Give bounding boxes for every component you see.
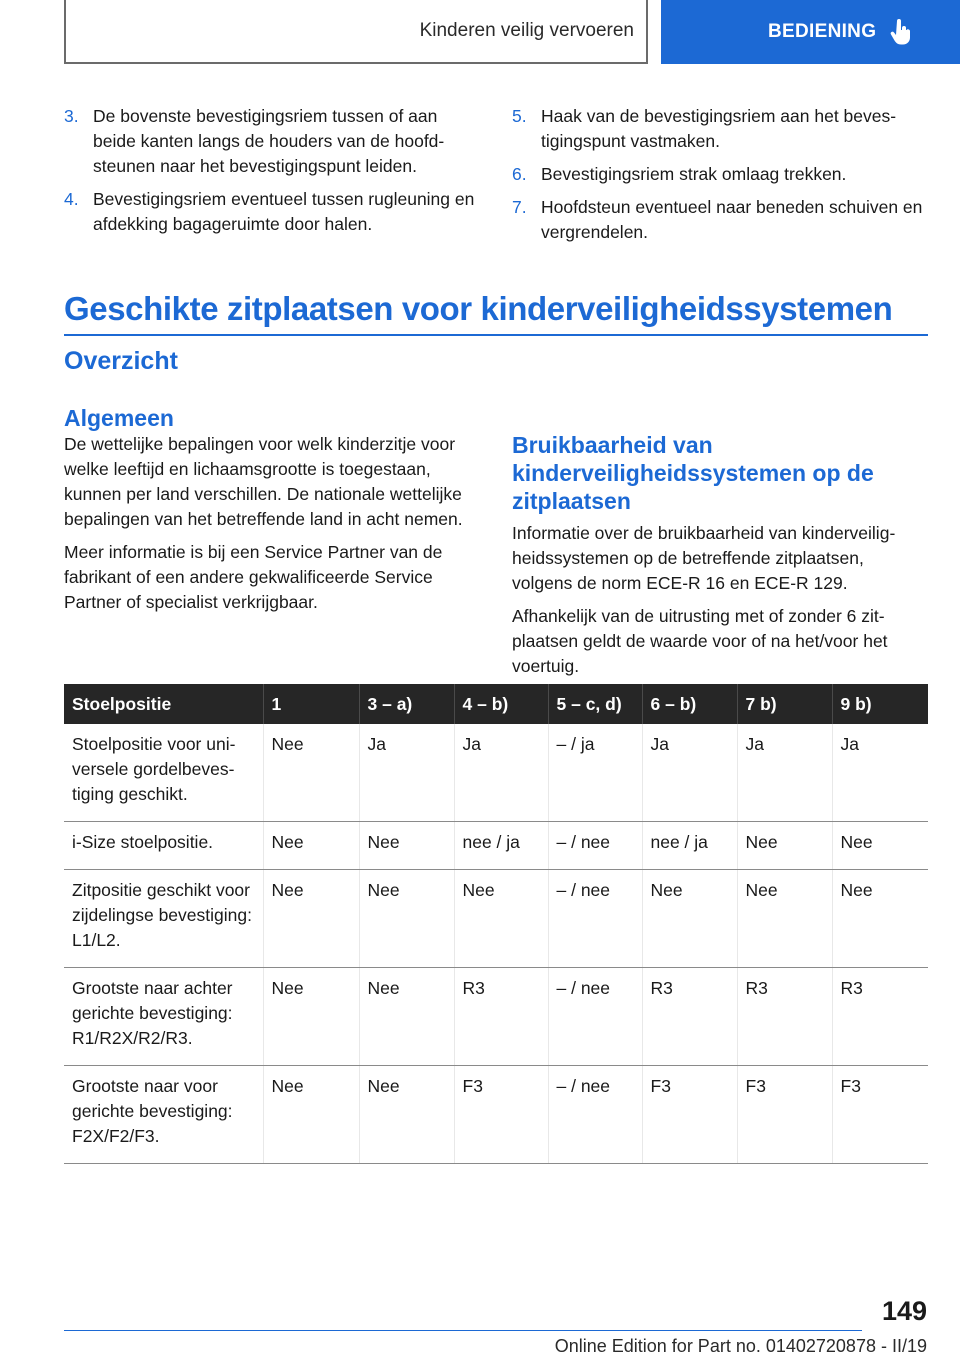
table-cell: – / nee <box>548 968 642 1066</box>
table-cell: Nee <box>263 870 359 968</box>
step-text: Hoofdsteun eventueel naar beneden schuiven en vergrendelen. <box>541 197 923 242</box>
step-number: 3. <box>64 106 79 126</box>
table-cell: Nee <box>832 870 928 968</box>
step-number: 7. <box>512 197 527 217</box>
table-cell: Ja <box>737 724 832 822</box>
step-text: Haak van de bevestigingsriem aan het bevestigingspunt vastmaken. <box>541 106 897 151</box>
table-cell: – / nee <box>548 822 642 870</box>
step-text: Bevestigingsriem strak omlaag trekken. <box>541 164 847 184</box>
table-cell: R3 <box>642 968 737 1066</box>
column-header: 7 b) <box>737 684 832 724</box>
column-header: 5 – c, d) <box>548 684 642 724</box>
overview-heading: Overzicht <box>64 347 178 375</box>
column-header: 4 – b) <box>454 684 548 724</box>
table-cell: Nee <box>263 724 359 822</box>
steps-left <box>64 104 476 245</box>
list-item <box>64 187 476 237</box>
list-item <box>512 104 928 154</box>
step-text: De bovenste bevestigingsriem tussen of aan beide kanten langs de houders van de hoofdsteunen naar het bevestigingspunt leiden. <box>93 106 445 176</box>
steps-right <box>512 104 928 253</box>
list-item <box>64 104 476 179</box>
table-cell: Nee <box>263 822 359 870</box>
step-number: 6. <box>512 164 527 184</box>
table-cell: Zitpositie geschikt voor zijdelingse bevestiging: L1/L2. <box>64 870 263 968</box>
table-cell: F3 <box>832 1066 928 1164</box>
table-cell: i-Size stoelpositie. <box>64 822 263 870</box>
step-number: 5. <box>512 106 527 126</box>
column-header: 9 b) <box>832 684 928 724</box>
table-cell: Ja <box>359 724 454 822</box>
page-number: 149 <box>881 1296 927 1326</box>
table-cell: F3 <box>454 1066 548 1164</box>
step-number: 4. <box>64 189 79 209</box>
general-paragraph: De wettelijke bepalingen voor welk kinderzitje voor welke leeftijd en lichaamsgrootte is toegestaan, kunnen per land verschillen. De nationale wettelijke bepalingen van het betreffende land in acht nemen. <box>64 434 463 529</box>
table-cell: – / nee <box>548 870 642 968</box>
table-cell: – / nee <box>548 1066 642 1164</box>
table-row <box>64 870 928 968</box>
table-cell: – / ja <box>548 724 642 822</box>
table-cell: Nee <box>737 870 832 968</box>
hand-pointer-icon <box>890 19 912 45</box>
table-cell: Grootste naar voor gerichte bevestiging: F2X/F2/F3. <box>64 1066 263 1164</box>
header-section-title <box>64 0 648 64</box>
edition-text: Online Edition for Part no. 01402720878 - II/19 <box>554 1336 927 1356</box>
table-cell: Nee <box>263 968 359 1066</box>
main-heading: Geschikte zitplaatsen voor kinderveiligheidssystemen <box>64 290 928 336</box>
table-cell: Nee <box>832 822 928 870</box>
column-header: 6 – b) <box>642 684 737 724</box>
header-chapter-tab[interactable] <box>661 0 960 64</box>
table-row <box>64 822 928 870</box>
table-cell: Grootste naar achter gerichte bevestiging: R1/R2X/R2/R3. <box>64 968 263 1066</box>
table-cell: F3 <box>642 1066 737 1164</box>
table-cell: Stoelpositie voor universele gordelbevestiging geschikt. <box>64 724 263 822</box>
column-header: 3 – a) <box>359 684 454 724</box>
list-item <box>512 195 928 245</box>
table-row <box>64 724 928 822</box>
column-header: Stoelpositie <box>64 684 263 724</box>
usability-paragraph: Informatie over de bruikbaarheid van kinderveiligheidssystemen op de betreffende zitplaatsen, volgens de norm ECE-R 16 en ECE-R 129. <box>512 523 896 593</box>
table-cell: nee / ja <box>642 822 737 870</box>
table-cell: R3 <box>454 968 548 1066</box>
chapter-title: BEDIENING <box>768 21 877 42</box>
table-cell: nee / ja <box>454 822 548 870</box>
table-header-row <box>64 684 928 724</box>
table-cell: R3 <box>737 968 832 1066</box>
usability-section <box>512 431 928 687</box>
table-cell: Ja <box>454 724 548 822</box>
table-cell: Nee <box>263 1066 359 1164</box>
table-cell: Ja <box>642 724 737 822</box>
table-cell: Nee <box>359 1066 454 1164</box>
table-row <box>64 968 928 1066</box>
table-cell: Nee <box>359 822 454 870</box>
usability-heading: Bruikbaarheid van kinderveiligheidssystemen op de zitplaatsen <box>512 432 874 514</box>
usability-paragraph: Afhankelijk van de uitrusting met of zonder 6 zitplaatsen geldt de waarde voor of na het/voor het voertuig. <box>512 606 888 676</box>
table-cell: Nee <box>737 822 832 870</box>
general-section <box>64 404 476 623</box>
seat-suitability-table <box>64 684 928 1164</box>
table-cell: Nee <box>642 870 737 968</box>
general-paragraph: Meer informatie is bij een Service Partner van de fabrikant of een andere gekwalificeerde Service Partner of specialist verkrijgbaar. <box>64 542 443 612</box>
table-cell: Ja <box>832 724 928 822</box>
table-cell: Nee <box>359 968 454 1066</box>
column-header: 1 <box>263 684 359 724</box>
step-text: Bevestigingsriem eventueel tussen rugleuning en afdekking bagageruimte door halen. <box>93 189 475 234</box>
table-cell: F3 <box>737 1066 832 1164</box>
table-cell: Nee <box>454 870 548 968</box>
section-title: Kinderen veilig vervoeren <box>419 20 634 41</box>
table-row <box>64 1066 928 1164</box>
table-cell: R3 <box>832 968 928 1066</box>
table-cell: Nee <box>359 870 454 968</box>
footer-divider <box>64 1330 862 1331</box>
general-heading: Algemeen <box>64 405 174 431</box>
list-item <box>512 162 928 187</box>
